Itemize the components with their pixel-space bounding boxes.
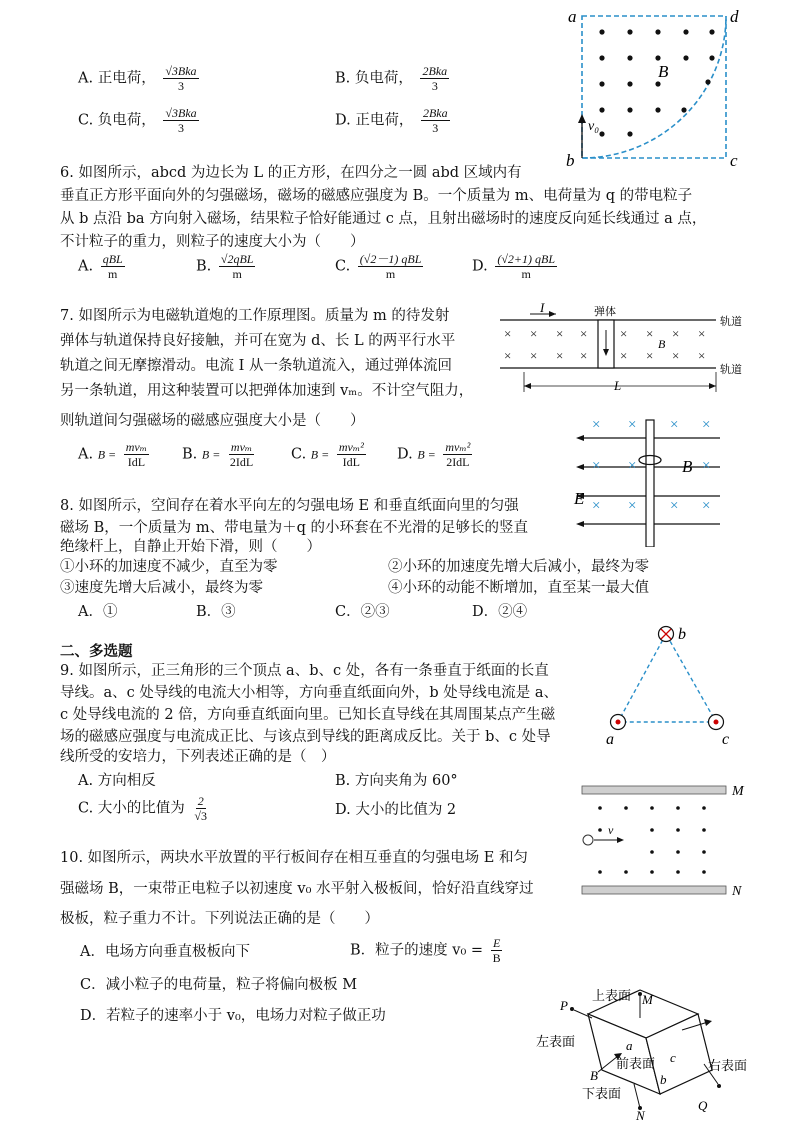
label-M: M [732, 784, 744, 799]
field-dots [599, 29, 714, 136]
q7-option-a[interactable]: A. B = $\frac{\text{mvₘ}}{\text{IdL}}$ [78, 440, 148, 469]
label-c: c [670, 1050, 676, 1065]
label-front-face: 前表面 [616, 1056, 656, 1071]
svg-text:×: × [556, 326, 564, 341]
label-M: M [642, 992, 653, 1007]
svg-text:×: × [670, 417, 679, 433]
label-top-face: 上表面 [592, 988, 632, 1003]
svg-text:×: × [620, 326, 628, 341]
q9-option-c[interactable]: C. 大小的比值为 $\frac{2}{√3}$ [78, 794, 207, 823]
q8-option-a[interactable]: A．① [78, 604, 118, 620]
q9-option-d[interactable]: D. 大小的比值为 2 [335, 802, 457, 818]
q6-line-3: 从 b 点沿 ba 方向射入磁场，结果粒子恰好能通过 c 点，且射出磁场时的速度反向延长线通过 a 点， [60, 211, 707, 227]
q7-line-4: 另一条轨道，用这种装置可以把弹体加速到 vₘ。不计空气阻力， [60, 383, 474, 399]
plate-N [582, 886, 726, 894]
square-field-figure [560, 2, 750, 172]
svg-text:×: × [530, 348, 538, 363]
label-track-top: 轨道 [720, 316, 742, 328]
label-track-bottom: 轨道 [720, 364, 742, 376]
q8-statement-3: ③速度先增大后减小，最终为零 [60, 580, 263, 596]
q5-option-c[interactable]: C. 负电荷， $\frac{\text{√3Bka}}{3}$ [78, 106, 197, 135]
hall-block-figure [530, 984, 780, 1122]
q10-line-2: 强磁场 B，一束带正电粒子以初速度 v₀ 水平射入极板间，恰好沿直线穿过 [60, 881, 534, 897]
q6-line-1: 6. 如图所示，abcd 为边长为 L 的正方形，在四分之一圆 abd 区域内有 [60, 165, 522, 181]
q6-option-d[interactable]: D. $\frac{\text{(√2+1) qBL}}{m}$ [472, 252, 556, 281]
svg-text:×: × [592, 417, 601, 433]
svg-text:×: × [702, 498, 711, 514]
label-N: N [732, 884, 742, 899]
svg-text:×: × [646, 348, 654, 363]
label-a: a [606, 731, 614, 747]
q8-option-b[interactable]: B．③ [196, 604, 236, 620]
svg-text:×: × [698, 326, 706, 341]
particle [583, 835, 593, 845]
label-b: b [660, 1072, 667, 1087]
q5-option-a[interactable]: A. 正电荷， $\frac{\text{√3Bka}}{3}$ [78, 64, 197, 93]
plate-M [582, 786, 726, 794]
q7-line-3: 轨道之间无摩擦滑动。电流 I 从一条轨道流入，通过弹体流回 [60, 358, 452, 374]
q9-line-1: 9. 如图所示，正三角形的三个顶点 a、b、c 处，各有一条垂直于纸面的长直 [60, 663, 549, 679]
q6-line-4: 不计粒子的重力，则粒子的速度大小为（ ） [60, 234, 365, 250]
triangle-wires-figure [600, 622, 750, 747]
q7-line-2: 弹体与轨道保持良好接触，并可在宽为 d、长 L 的两平行水平 [60, 333, 456, 349]
q10-option-b[interactable]: B．粒子的速度 v₀ = $\frac{E}{B}$ [350, 936, 501, 965]
label-left-face: 左表面 [536, 1034, 576, 1049]
q10-option-a[interactable]: A．电场方向垂直极板向下 [80, 944, 250, 960]
svg-text:×: × [646, 326, 654, 341]
svg-text:×: × [504, 348, 512, 363]
label-L: L [614, 378, 622, 393]
svg-text:×: × [592, 458, 601, 474]
q6-option-b[interactable]: B. $\frac{\text{√2qBL}}{m}$ [196, 252, 254, 281]
label-b: b [566, 151, 575, 170]
parallel-plates-figure [570, 780, 755, 900]
label-bottom-face: 下表面 [582, 1086, 622, 1101]
label-B: B [658, 62, 669, 81]
svg-text:×: × [698, 348, 706, 363]
q9-line-3: c 处导线电流的 2 倍，方向垂直纸面向里。已知长直导线在其周围某点产生磁 [60, 707, 556, 723]
svg-text:×: × [556, 348, 564, 363]
label-a: a [568, 7, 577, 26]
q10-line-3: 极板，粒子重力不计。下列说法正确的是（ ） [60, 911, 379, 927]
label-B: B [658, 337, 666, 351]
q7-line-1: 7. 如图所示为电磁轨道炮的工作原理图。质量为 m 的待发射 [60, 308, 450, 324]
q6-option-c[interactable]: C. $\frac{\text{(√2－1) qBL}}{m}$ [335, 252, 422, 281]
svg-text:×: × [628, 498, 637, 514]
svg-text:×: × [672, 348, 680, 363]
q6-option-a[interactable]: A. $\frac{\text{qBL}}{m}$ [78, 252, 123, 281]
svg-text:×: × [628, 458, 637, 474]
quarter-arc [582, 16, 726, 158]
q10-line-1: 10. 如图所示，两块水平放置的平行板间存在相互垂直的匀强电场 E 和匀 [60, 850, 528, 866]
q8-option-c[interactable]: C．②③ [335, 604, 390, 620]
label-E: E [574, 489, 585, 508]
svg-text:×: × [592, 498, 601, 514]
q9-line-4: 场的磁感应强度与电流成正比、与该点到导线的距离成反比。关于 b、c 处导 [60, 729, 551, 745]
q7-option-b[interactable]: B. B = $\frac{\text{mvₘ}}{\text{2IdL}}$ [182, 440, 254, 469]
q8-line-2: 磁场 B，一个质量为 m、带电量为＋q 的小环套在不光滑的足够长的竖直 [60, 520, 529, 536]
label-Q: Q [698, 1098, 708, 1113]
railgun-figure [490, 300, 755, 400]
label-I: I [540, 300, 545, 315]
q8-line-3: 绝缘杆上，自静止开始下滑，则（ ） [60, 539, 321, 555]
q5-option-d[interactable]: D. 正电荷， $\frac{\text{2Bka}}{3}$ [335, 106, 448, 135]
svg-text:×: × [504, 326, 512, 341]
label-c: c [722, 731, 730, 747]
triangle-outline [618, 634, 716, 722]
section-title-multiple-choice: 二、多选题 [60, 643, 133, 660]
svg-text:×: × [530, 326, 538, 341]
q9-line-5: 线所受的安培力，下列表述正确的是（ ） [60, 749, 336, 765]
q7-line-5: 则轨道间匀强磁场的磁感应强度大小是（ ） [60, 413, 365, 429]
svg-text:×: × [670, 498, 679, 514]
label-v: v [608, 823, 614, 837]
q10-option-c[interactable]: C．减小粒子的电荷量，粒子将偏向极板 M [80, 977, 358, 993]
label-B: B [590, 1068, 598, 1083]
q8-line-1: 8. 如图所示，空间存在着水平向左的匀强电场 E 和垂直纸面向里的匀强 [60, 498, 519, 514]
ring-rod-figure [570, 412, 730, 547]
label-c: c [730, 151, 738, 170]
label-v0: v₀ [588, 119, 600, 134]
vertical-rod [646, 420, 654, 547]
label-P: P [560, 998, 568, 1013]
label-projectile: 弹体 [594, 306, 616, 318]
svg-text:×: × [580, 348, 588, 363]
svg-text:×: × [702, 417, 711, 433]
q8-statement-1: ①小环的加速度不减少，直至为零 [60, 559, 278, 575]
q9-line-2: 导线。a、c 处导线的电流大小相等，方向垂直纸面向外，b 处导线电流是 a、 [60, 685, 559, 701]
svg-text:×: × [580, 326, 588, 341]
label-d: d [730, 7, 739, 26]
q7-option-c[interactable]: C. B = $\frac{\text{mvₘ²}}{\text{IdL}}$ [291, 440, 364, 469]
svg-text:×: × [620, 348, 628, 363]
label-right-face: 右表面 [708, 1058, 748, 1073]
svg-text:×: × [672, 326, 680, 341]
q8-statement-2: ②小环的加速度先增大后减小，最终为零 [388, 559, 649, 575]
q8-statement-4: ④小环的动能不断增加，直至某一最大值 [388, 580, 649, 596]
label-a: a [626, 1038, 633, 1053]
q10-option-d[interactable]: D．若粒子的速率小于 v₀，电场力对粒子做正功 [80, 1008, 386, 1024]
q8-option-d[interactable]: D．②④ [472, 604, 528, 620]
q9-option-a[interactable]: A. 方向相反 [78, 773, 156, 789]
q5-option-b[interactable]: B. 负电荷， $\frac{\text{2Bka}}{3}$ [335, 64, 448, 93]
square-outline [582, 16, 726, 158]
label-B: B [682, 457, 693, 476]
q9-option-b[interactable]: B. 方向夹角为 60° [335, 773, 458, 789]
label-b: b [678, 626, 686, 643]
svg-text:×: × [702, 458, 711, 474]
q6-line-2: 垂直正方形平面向外的匀强磁场，磁场的磁感应强度为 B。一个质量为 m、电荷量为 q 的带电粒子 [60, 188, 693, 204]
label-N: N [636, 1108, 645, 1122]
q7-option-d[interactable]: D. B = $\frac{\text{mvₘ²}}{\text{2IdL}}$ [397, 440, 471, 469]
svg-text:×: × [628, 417, 637, 433]
